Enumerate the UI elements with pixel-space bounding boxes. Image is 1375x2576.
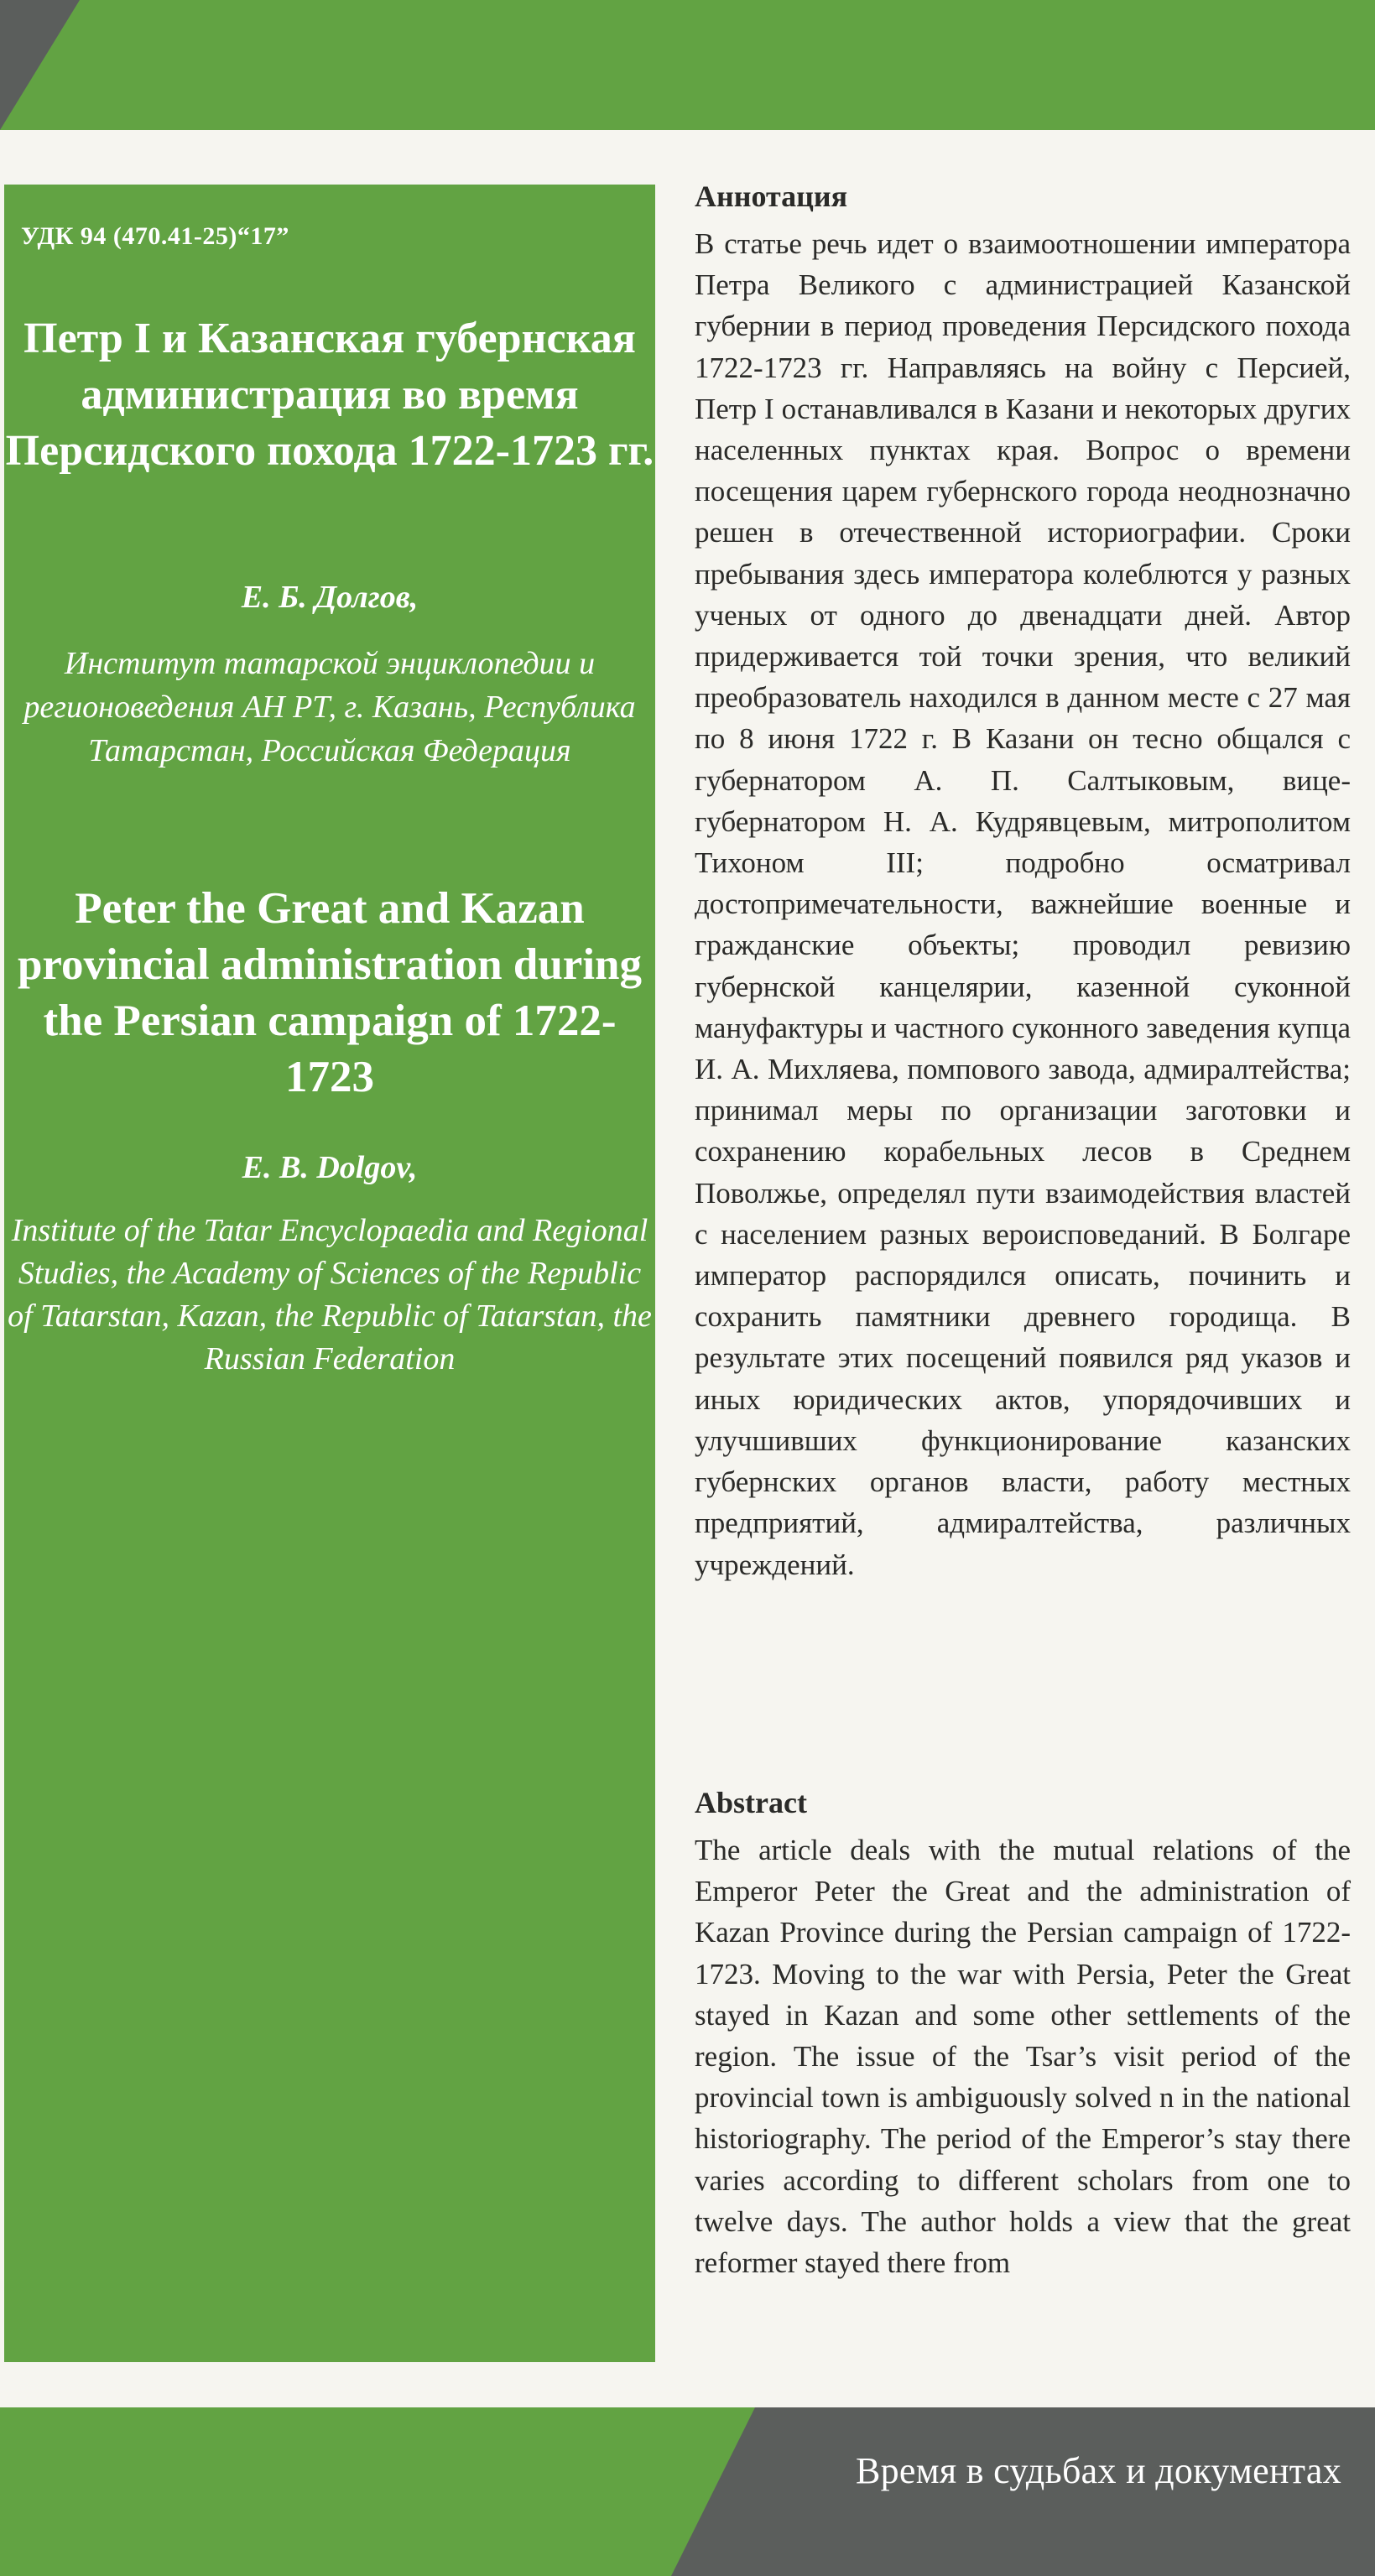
annotation-heading: Аннотация: [695, 180, 848, 213]
author-english: E. B. Dolgov,: [242, 1150, 418, 1185]
abstract-heading: Abstract: [695, 1786, 807, 1819]
institution-russian: Институт татарской энциклопедии и регионоведения АН РТ, г. Казань, Республика Татарстан, Российская Федерация: [23, 646, 636, 768]
institution-english: Institute of the Tatar Encyclopaedia and Regional Studies, the Academy of Sciences of the Republic of Tatarstan, Kazan, the Republic of Tatarstan, the Russian Federation: [8, 1213, 652, 1376]
abstract-section: [695, 1782, 1351, 2283]
title-russian: Петр I и Казанская губернская администрация во время Персидского похода 1722-1723 гг.: [5, 315, 654, 475]
footer-grey-wedge: [671, 2407, 755, 2576]
annotation-section: [695, 176, 1351, 1585]
title-panel: [4, 185, 655, 2362]
abstract-text: The article deals with the mutual relations of the Emperor Peter the Great and the administration of Kazan Province during the Persian campaign of 1722-1723. Moving to the war with Persia, Peter the Great stayed in Kazan and some other settlements of the region. The issue of the Tsar’s visit period of the provincial town is ambiguously solved n in the national historiography. The period of the Emperor’s stay there varies according to different scholars from one to twelve days. The author holds a view that the great reformer stayed there from: [695, 1834, 1351, 2280]
udk-code: УДК 94 (470.41-25)“17”: [21, 222, 289, 250]
annotation-text: В статье речь идет о взаимоотношении императора Петра Великого с администрацией Казанской губернии в период проведения Персидского похода 1722-1723 гг. Направляясь на войну с Персией, Петр I останавливался в Казани и некоторых других населенных пунктах края. Вопрос о времени посещения царем губернского города неоднозначно решен в отечественной историографии. Сроки пребывания здесь императора колеблются у разных ученых от одного до двенадцати дней. Автор придерживается той точки зрения, что великий преобразователь находился в данном месте с 27 мая по 8 июня 1722 г. В Казани он тесно общался с губернатором А. П. Салтыковым, вице-губернатором Н. А. Кудрявцевым, митрополитом Тихоном III; подробно осматривал достопримечательности, важнейшие военные и гражданские объекты; проводил ревизию губернской канцелярии, казенной суконной мануфактуры и частного суконного заведения купца И. А. Михляева, помпового завода, адмиралтейства; принимал меры по организации заготовки и сохранению корабельных лесов в Среднем Поволжье, определял пути взаимодействия властей с населением разных вероисповеданий. В Болгаре император распорядился описать, починить и сохранить памятники древнего городища. В результате этих посещений появился ряд указов и иных юридических актов, упорядочивших и улучшивших функционирование казанских губернских органов власти, работу местных предприятий, адмиралтейства, различных учреждений.: [695, 227, 1351, 1581]
journal-section-title: Время в судьбах и документах: [855, 2450, 1341, 2491]
top-decorative-band: [0, 0, 1375, 130]
footer-band: [0, 2407, 1375, 2576]
top-grey-corner: [0, 0, 80, 130]
title-english: Peter the Great and Kazan provincial administration during the Persian campaign of 1722-1723: [17, 884, 643, 1101]
author-russian: Е. Б. Долгов,: [241, 580, 419, 615]
